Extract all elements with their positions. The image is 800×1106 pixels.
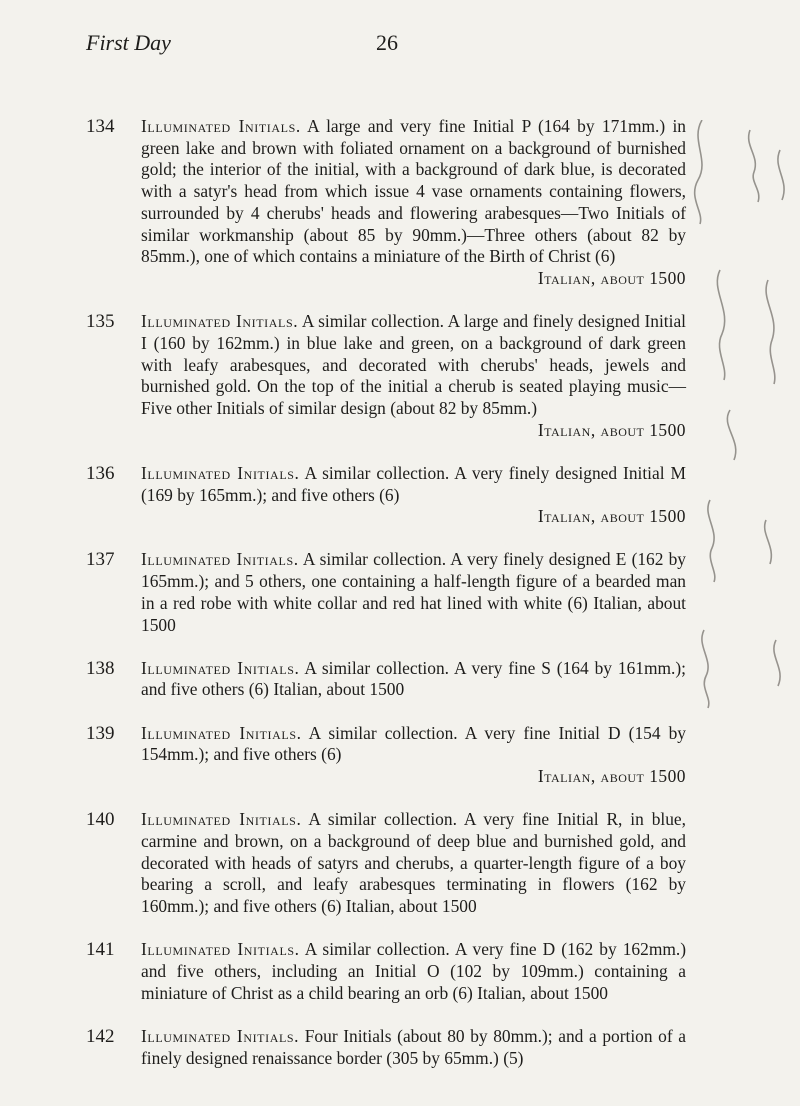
lot-body: A similar collection. A large and finely designed Initial I (160 by 162mm.) in blue lake and green, on a background of dark green with leafy arabesques, and decorated with cherubs' heads, jewels and burnished gold. On the top of the initial a cherub is seated playing music—Five other Initials of similar design (about 82 by 85mm.) [141, 311, 687, 418]
lot-heading: Illuminated Initials. [141, 722, 302, 743]
lot-list [86, 116, 686, 1091]
lot-entry [86, 311, 686, 441]
lot-origin: Italian, about 1500 [537, 766, 686, 787]
lot-body: A similar collection. A very fine D (162 by 162mm.) and five others, including an Initial O (102 by 109mm.) containing a miniature of Christ as a child bearing an orb (6) Italian, about 1500 [141, 939, 687, 1003]
lot-entry [86, 939, 686, 1004]
lot-entry [86, 116, 686, 290]
lot-entry [86, 463, 686, 528]
lot-description [141, 311, 686, 441]
lot-number: 134 [86, 116, 115, 137]
show-through-ornaments [680, 120, 800, 740]
lot-number: 140 [86, 809, 115, 831]
lot-origin: Italian, about 1500 [537, 267, 686, 288]
lot-heading: Illuminated Initials. [141, 311, 299, 332]
lot-entry [86, 723, 686, 788]
lot-body: A large and very fine Initial P (164 by 171mm.) in green lake and brown with foliated ornament on a background of burnished gold; the interior of the initial, with a background of dark blue, is decorated with a satyr's head from which issue 4 vase ornaments containing flowers, surrounded by 4 cherubs' heads and flowering arabesques—Two Initials of similar workmanship (about 85 by 90mm.)—Three others (about 82 by 85mm.), one of which contains a miniature of the Birth of Christ (6) [141, 116, 686, 267]
lot-description [141, 116, 686, 290]
lot-description [141, 809, 686, 918]
page-number: 26 [376, 30, 398, 55]
lot-body: A similar collection. A very fine Initial R, in blue, carmine and brown, on a background of deep blue and burnished gold, and decorated with heads of satyrs and cherubs, a quarter-length figure of a boy bearing a scroll, and leafy arabesques terminating in flowers (162 by 160mm.); and five others (6) Italian, about 1500 [141, 809, 686, 917]
lot-entry [86, 549, 686, 636]
faint-scrollwork-graphic [680, 120, 800, 740]
lot-number: 136 [86, 462, 115, 484]
lot-heading: Illuminated Initials. [141, 1025, 300, 1046]
running-head: First Day [86, 30, 171, 55]
lot-heading: Illuminated Initials. [141, 462, 300, 483]
lot-origin: Italian, about 1500 [537, 419, 686, 440]
page-header [86, 30, 800, 64]
lot-description [141, 939, 686, 1004]
lot-number: 135 [86, 311, 115, 333]
lot-number: 137 [86, 549, 115, 571]
lot-origin: Italian, about 1500 [537, 506, 686, 527]
lot-number: 138 [86, 657, 115, 679]
lot-description [141, 463, 686, 528]
lot-number: 142 [86, 1025, 115, 1047]
lot-entry [86, 658, 686, 701]
lot-entry [86, 1026, 686, 1069]
lot-heading: Illuminated Initials. [141, 549, 299, 570]
lot-body: A similar collection. A very finely designed Initial M (169 by 165mm.); and five others (6) [141, 462, 686, 505]
lot-entry [86, 809, 686, 918]
lot-heading: Illuminated Initials. [141, 939, 300, 960]
lot-heading: Illuminated Initials. [141, 116, 301, 136]
lot-body: A similar collection. A very fine S (164 by 161mm.); and five others (6) Italian, about 1500 [141, 657, 686, 700]
lot-description [141, 723, 686, 788]
lot-heading: Illuminated Initials. [141, 657, 300, 678]
lot-number: 141 [86, 939, 115, 961]
lot-description [141, 1026, 686, 1069]
lot-body: A similar collection. A very finely designed E (162 by 165mm.); and 5 others, one containing a half-length figure of a bearded man in a red robe with white collar and red hat lined with white (6) Italian, about 1500 [141, 549, 686, 635]
lot-number: 139 [86, 722, 115, 744]
lot-heading: Illuminated Initials. [141, 809, 302, 830]
lot-body: Four Initials (about 80 by 80mm.); and a portion of a finely designed renaissance border (305 by 65mm.) (5) [141, 1025, 687, 1068]
lot-description [141, 549, 686, 636]
lot-description [141, 658, 686, 701]
lot-body: A similar collection. A very fine Initial D (154 by 154mm.); and five others (6) [141, 722, 686, 765]
